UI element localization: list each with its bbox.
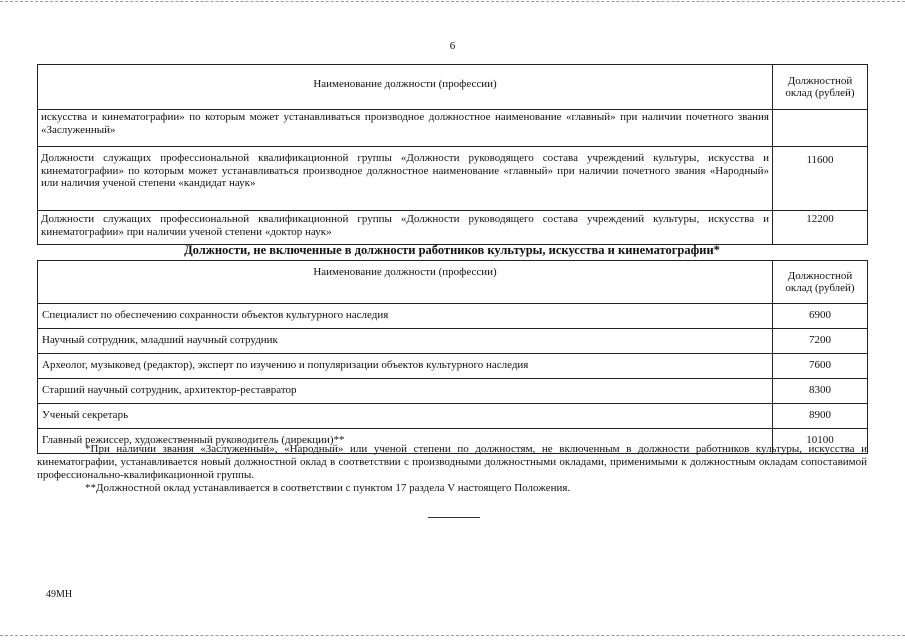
salary-cell: 8900 [773,404,868,429]
position-cell: Должности служащих профессиональной квалификационной группы «Должности руководящего состава учреждений культуры, искусства и кинематографии» при наличии ученой степени «доктор наук» [38,211,773,245]
salary-cell: 10100 [773,429,868,454]
column-header-salary: Должностной оклад (рублей) [773,65,868,110]
position-cell: искусства и кинематографии» по которым может устанавливаться производное должностное наименование «главный» при наличии почетного звания «Заслуженный» [38,110,773,147]
table-row [38,147,868,211]
salary-cell [773,110,868,147]
salary-table-other-positions [37,260,868,454]
table-row [38,379,868,404]
position-cell: Ученый секретарь [38,404,773,429]
salary-cell: 12200 [773,211,868,245]
footnotes [37,443,867,495]
position-cell: Старший научный сотрудник, архитектор-реставратор [38,379,773,404]
position-cell: Археолог, музыковед (редактор), эксперт по изучению и популяризации объектов культурного наследия [38,354,773,379]
salary-table-continued [37,64,868,245]
salary-cell: 7600 [773,354,868,379]
position-cell: Научный сотрудник, младший научный сотрудник [38,329,773,354]
scan-edge-bottom [0,635,905,636]
document-code: 49МН [46,589,73,600]
scan-edge-top [0,1,905,2]
table-row [38,110,868,147]
footnote-1: *При наличии звания «Заслуженный», «Народный» или ученой степени по должностям, не включенным в должности работников культуры, искусства и кинематографии, устанавливается новый должностной оклад в соответствии с производными должностными окладами, применимыми к должностным окладам сопоставимой профессионально-квалификационной группы. [37,443,867,481]
column-header-salary: Должностной оклад (рублей) [773,261,868,304]
section-title: Должности, не включенные в должности работников культуры, искусства и кинематографии* [184,243,720,257]
salary-cell: 8300 [773,379,868,404]
table-header-row [38,261,868,304]
end-divider [428,517,480,518]
table-row [38,211,868,245]
column-header-position: Наименование должности (профессии) [38,261,773,304]
table-row [38,354,868,379]
table-row [38,329,868,354]
position-cell: Должности служащих профессиональной квалификационной группы «Должности руководящего состава учреждений культуры, искусства и кинематографии» по которым может устанавливаться производное должностное наименование «главный» при наличии почетного звания «Народный» или наличия ученой степени «кандидат наук» [38,147,773,211]
salary-cell: 7200 [773,329,868,354]
position-cell: Главный режиссер, художественный руководитель (дирекции)** [38,429,773,454]
salary-cell: 11600 [773,147,868,211]
column-header-position: Наименование должности (профессии) [38,65,773,110]
table-header-row [38,65,868,110]
table-row [38,304,868,329]
position-cell: Специалист по обеспечению сохранности объектов культурного наследия [38,304,773,329]
table-row [38,404,868,429]
salary-cell: 6900 [773,304,868,329]
page-number: 6 [449,40,456,52]
footnote-2: **Должностной оклад устанавливается в соответствии с пунктом 17 раздела V настоящего Положения. [85,482,571,494]
